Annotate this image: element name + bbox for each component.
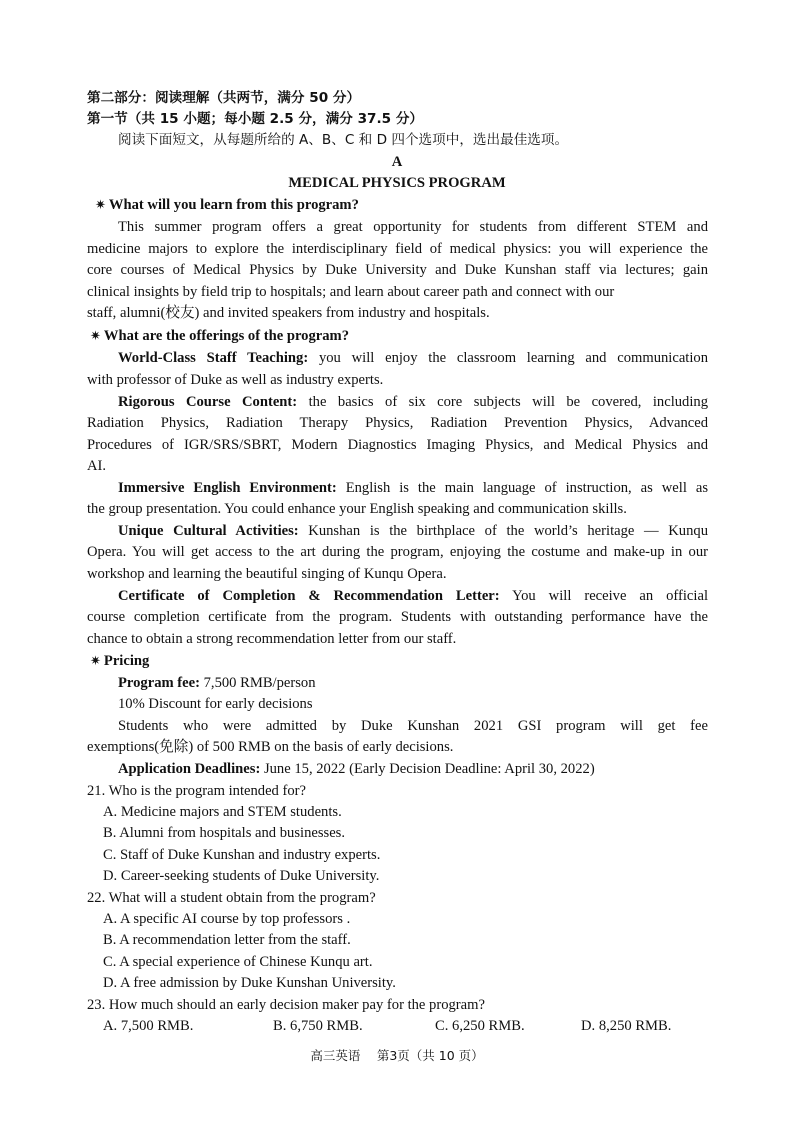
learn-line: clinical insights by field trip to hospitals; and learn about career path and connect with our (87, 284, 615, 300)
pricing-heading: ✷ Pricing (90, 653, 150, 669)
fee-value: 7,500 RMB/person (199, 675, 316, 691)
offering-first-line: World-Class Staff Teaching: you will enjoy the classroom learning and communication (118, 350, 709, 366)
instruction-text: 阅读下面短文，从每题所给的 A、B、C 和 D 四个选项中，选出最佳选项。 (118, 132, 569, 148)
offering-line: Procedures of IGR/SRS/SBRT, Modern Diagnostics Imaging Physics, and Medical Physics and (87, 437, 708, 453)
offering-line: the group presentation. You could enhance your English speaking and communication skills. (87, 501, 627, 517)
answer-option[interactable]: A. 7,500 RMB. (103, 1018, 194, 1034)
offering-first-line: Immersive English Environment: English is the main language of instruction, as well as (118, 480, 708, 496)
offering-line: with professor of Duke as well as industry experts. (87, 372, 384, 388)
page-footer: 高三英语 第3页（共 10 页） (310, 1048, 484, 1063)
offering-line: course completion certificate from the program. Students with outstanding performance have the (87, 609, 708, 625)
passage-letter: A (391, 154, 403, 170)
offering-line: chance to obtain a strong recommendation letter from our staff. (87, 631, 457, 647)
learn-heading: ✷ What will you learn from this program? (95, 197, 359, 213)
exemption-line: Students who were admitted by Duke Kunshan 2021 GSI program will get fee (118, 718, 708, 734)
question-stem: 22. What will a student obtain from the program? (87, 890, 376, 906)
section-heading: 第一节（共 15 小题；每小题 2.5 分，满分 37.5 分） (87, 111, 424, 127)
offerings-heading: ✷ What are the offerings of the program? (90, 328, 349, 344)
offering-first-line: Unique Cultural Activities: Kunshan is the birthplace of the world’s heritage — Kunqu (118, 523, 708, 539)
offering-label: Unique Cultural Activities: (118, 523, 299, 539)
passage-title: MEDICAL PHYSICS PROGRAM (288, 175, 506, 191)
answer-option[interactable]: D. A free admission by Duke Kunshan University. (103, 975, 396, 991)
offering-label: Rigorous Course Content: (118, 394, 298, 410)
answer-option[interactable]: A. A specific AI course by top professors . (103, 911, 351, 927)
learn-line: medicine majors to explore the interdisciplinary field of medical physics: you will experience the (87, 241, 708, 257)
answer-option[interactable]: A. Medicine majors and STEM students. (103, 804, 342, 820)
part-heading: 第二部分：阅读理解（共两节，满分 50 分） (87, 90, 361, 106)
answer-option[interactable]: D. 8,250 RMB. (581, 1018, 672, 1034)
offering-line: AI. (87, 458, 107, 474)
deadline-label: Application Deadlines: (118, 761, 261, 777)
question-stem: 21. Who is the program intended for? (87, 783, 306, 799)
deadline-value: June 15, 2022 (Early Decision Deadline: April 30, 2022) (260, 761, 595, 777)
offering-line: workshop and learning the beautiful singing of Kunqu Opera. (87, 566, 447, 582)
question-stem: 23. How much should an early decision maker pay for the program? (87, 997, 485, 1013)
star-bullet-icon: ✷ (90, 329, 101, 344)
learn-line: This summer program offers a great opportunity for students from different STEM and (118, 219, 708, 235)
answer-option[interactable]: C. Staff of Duke Kunshan and industry experts. (103, 847, 381, 863)
discount-text: 10% Discount for early decisions (118, 696, 313, 712)
star-bullet-icon: ✷ (95, 198, 106, 213)
answer-option[interactable]: B. A recommendation letter from the staff. (103, 932, 351, 948)
offering-label: Immersive English Environment: (118, 480, 337, 496)
answer-option[interactable]: C. 6,250 RMB. (435, 1018, 525, 1034)
application-deadlines (118, 759, 595, 781)
learn-line: staff, alumni(校友) and invited speakers from industry and hospitals. (87, 305, 490, 321)
offering-line: Opera. You will get access to the art during the program, enjoying the costume and make-up in our (87, 544, 708, 560)
program-fee (118, 673, 316, 695)
offering-first-line: Rigorous Course Content: the basics of six core subjects will be covered, including (118, 394, 708, 410)
answer-option[interactable]: C. A special experience of Chinese Kunqu art. (103, 954, 373, 970)
fee-label: Program fee: (118, 675, 200, 691)
answer-option[interactable]: B. Alumni from hospitals and businesses. (103, 825, 346, 841)
offering-first-line: Certificate of Completion & Recommendation Letter: You will receive an official (118, 588, 708, 604)
offering-label: Certificate of Completion & Recommendation Letter: (118, 588, 500, 604)
offering-line: Radiation Physics, Radiation Therapy Physics, Radiation Prevention Physics, Advanced (87, 415, 708, 431)
offering-label: World-Class Staff Teaching: (118, 350, 309, 366)
star-bullet-icon: ✷ (90, 654, 101, 669)
learn-line: core courses of Medical Physics by Duke University and Duke Kunshan staff via lectures; gain (87, 262, 708, 278)
answer-option[interactable]: D. Career-seeking students of Duke University. (103, 868, 380, 884)
exemption-line: exemptions(免除) of 500 RMB on the basis of early decisions. (87, 739, 454, 755)
answer-option[interactable]: B. 6,750 RMB. (273, 1018, 363, 1034)
